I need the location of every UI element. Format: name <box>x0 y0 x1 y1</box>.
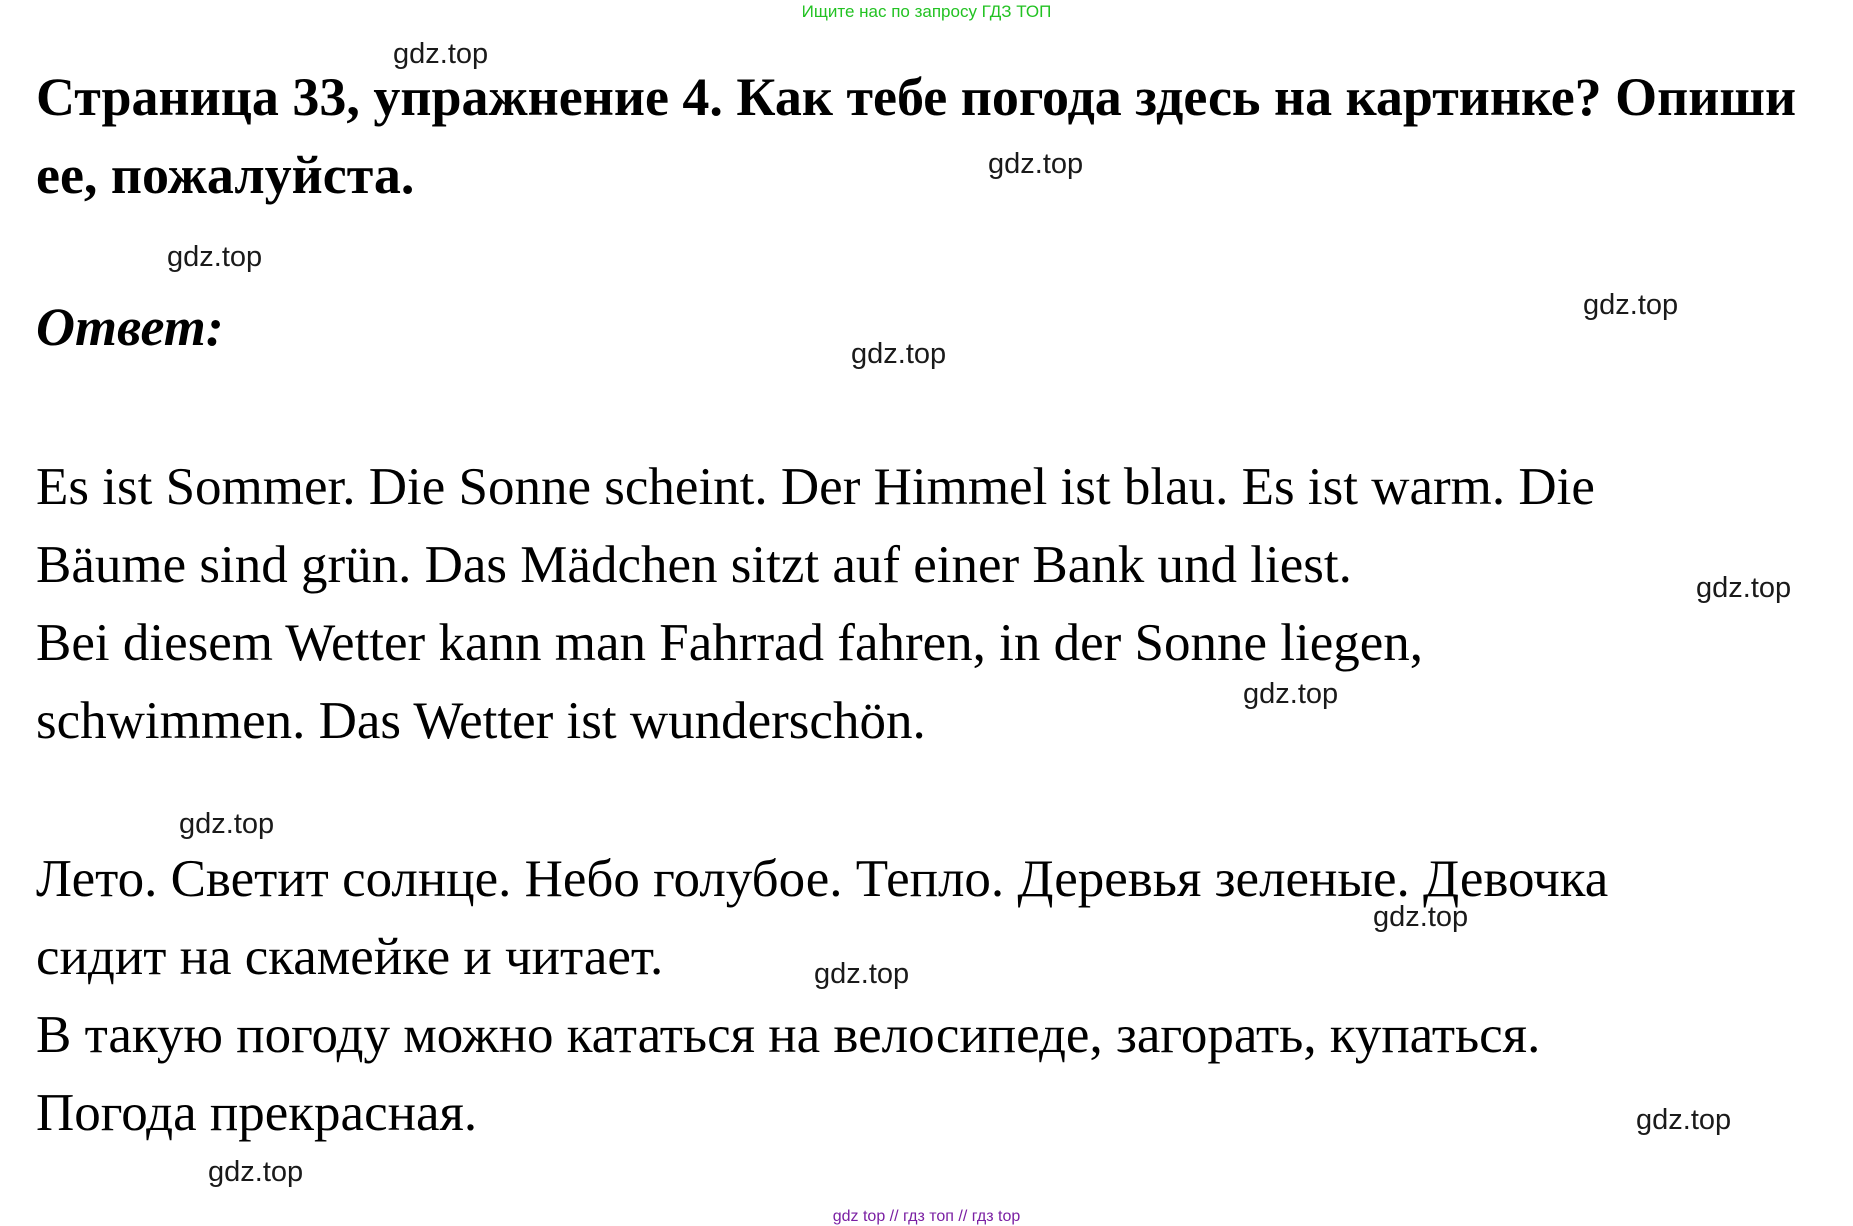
separator: // <box>958 1208 968 1225</box>
bottom-link[interactable]: гдз топ <box>903 1208 954 1225</box>
watermark: gdz.top <box>1696 572 1792 604</box>
top-banner[interactable]: Ищите нас по запросу ГДЗ ТОП <box>801 2 1052 21</box>
russian-translation <box>36 840 1608 1152</box>
watermark: gdz.top <box>208 1156 304 1188</box>
watermark: gdz.top <box>1243 678 1339 710</box>
bottom-banner <box>0 1208 1853 1226</box>
watermark: gdz.top <box>393 38 489 70</box>
answer-label: Ответ: <box>36 297 224 357</box>
german-line: schwimmen. Das Wetter ist wunderschön. <box>36 692 926 750</box>
watermark: gdz.top <box>1583 289 1679 321</box>
german-answer <box>36 448 1595 760</box>
watermark: gdz.top <box>1636 1104 1732 1136</box>
exercise-title: Страница 33, упражнение 4. Как тебе погода здесь на картинке? Опиши ее, пожалуйста. <box>36 67 1797 205</box>
watermark: gdz.top <box>167 241 263 273</box>
german-line: Es ist Sommer. Die Sonne scheint. Der Himmel ist blau. Es ist warm. Die <box>36 458 1595 516</box>
russian-line: Лето. Светит солнце. Небо голубое. Тепло. Деревья зеленые. Девочка <box>36 850 1609 908</box>
watermark: gdz.top <box>814 958 910 990</box>
watermark: gdz.top <box>179 808 275 840</box>
german-line: Bäume sind grün. Das Mädchen sitzt auf einer Bank und liest. <box>36 536 1352 594</box>
russian-line: сидит на скамейке и читает. <box>36 928 664 986</box>
russian-line: Погода прекрасная. <box>36 1084 478 1142</box>
russian-line: В такую погоду можно кататься на велосипеде, загорать, купаться. <box>36 1006 1541 1064</box>
german-line: Bei diesem Wetter kann man Fahrrad fahren, in der Sonne liegen, <box>36 614 1424 672</box>
watermark: gdz.top <box>1373 901 1469 933</box>
watermark: gdz.top <box>851 338 947 370</box>
bottom-link[interactable]: gdz top <box>832 1208 886 1225</box>
separator: // <box>889 1208 899 1225</box>
bottom-link[interactable]: гдз top <box>971 1208 1021 1225</box>
watermark: gdz.top <box>988 148 1084 180</box>
